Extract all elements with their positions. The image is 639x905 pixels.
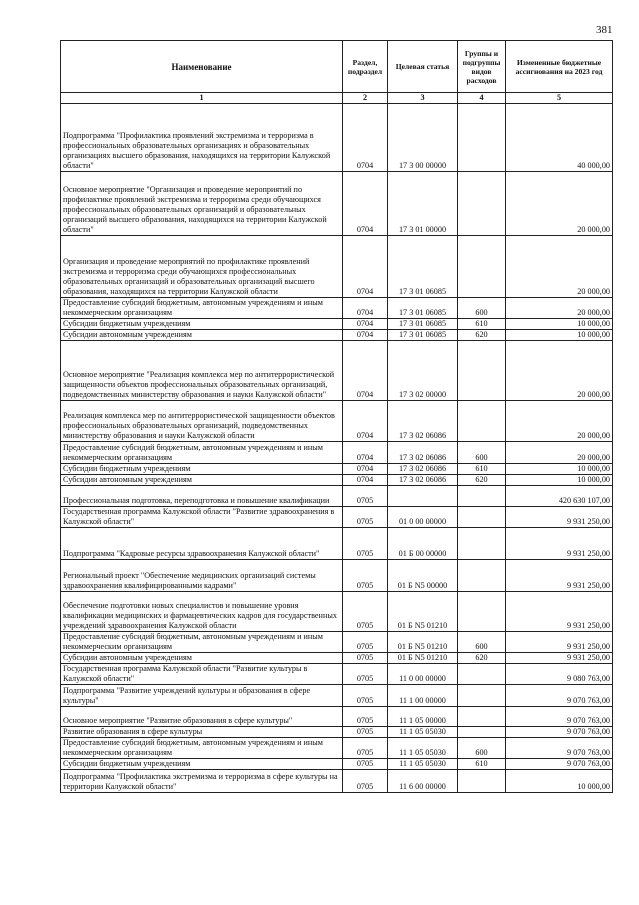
- row-section: 0704: [343, 475, 388, 486]
- table-row: [61, 442, 613, 464]
- row-amount: 9 931 250,00: [506, 560, 613, 592]
- row-name: Предоставление субсидий бюджетным, автономным учреждениям и иным некоммерческим организациям: [61, 298, 343, 319]
- row-name: Субсидии автономным учреждениям: [61, 475, 343, 486]
- row-section: 0705: [343, 727, 388, 738]
- table-row: [61, 707, 613, 727]
- row-type: 610: [458, 464, 506, 475]
- header-name: Наименование: [61, 41, 343, 93]
- row-type: 600: [458, 298, 506, 319]
- table-row: [61, 507, 613, 528]
- table-row: [61, 632, 613, 653]
- row-target: 17 3 01 00000: [388, 172, 458, 236]
- row-section: 0705: [343, 685, 388, 707]
- row-type: 620: [458, 653, 506, 664]
- row-amount: 9 080 763,00: [506, 664, 613, 685]
- row-type: 600: [458, 442, 506, 464]
- table-row: [61, 401, 613, 442]
- row-name: Подпрограмма "Профилактика экстремизма и терроризма в сфере культуры на территории Калужской области": [61, 770, 343, 793]
- row-name: Реализация комплекса мер по антитеррористической защищенности объектов профессиональных образовательных организаций, подведомственных министерству образования и науки Калужской области: [61, 401, 343, 442]
- table-row: [61, 653, 613, 664]
- row-amount: 9 070 763,00: [506, 685, 613, 707]
- row-type: 600: [458, 632, 506, 653]
- row-name: Государственная программа Калужской области "Развитие культуры в Калужской области": [61, 664, 343, 685]
- table-row: [61, 727, 613, 738]
- row-target: 17 3 01 06085: [388, 319, 458, 330]
- table-row: [61, 172, 613, 236]
- row-name: Государственная программа Калужской области "Развитие здравоохранения в Калужской области": [61, 507, 343, 528]
- row-amount: 10 000,00: [506, 319, 613, 330]
- row-type: [458, 664, 506, 685]
- row-type: [458, 172, 506, 236]
- row-section: 0704: [343, 319, 388, 330]
- row-type: [458, 486, 506, 507]
- row-section: 0705: [343, 528, 388, 560]
- row-target: 17 3 02 00000: [388, 341, 458, 401]
- row-amount: 9 931 250,00: [506, 632, 613, 653]
- row-name: Предоставление субсидий бюджетным, автономным учреждениям и иным некоммерческим организациям: [61, 632, 343, 653]
- row-type: [458, 770, 506, 793]
- row-target: [388, 486, 458, 507]
- row-section: 0705: [343, 770, 388, 793]
- row-target: 17 3 02 06086: [388, 464, 458, 475]
- row-section: 0705: [343, 759, 388, 770]
- header-amount: Измененные бюджетные ассигнования на 2023 год: [506, 41, 613, 93]
- row-section: 0705: [343, 738, 388, 759]
- row-name: Предоставление субсидий бюджетным, автономным учреждениям и иным некоммерческим организациям: [61, 442, 343, 464]
- row-type: [458, 528, 506, 560]
- row-amount: 10 000,00: [506, 770, 613, 793]
- row-type: 600: [458, 738, 506, 759]
- row-target: 11 1 05 00000: [388, 707, 458, 727]
- row-name: Региональный проект "Обеспечение медицинских организаций системы здравоохранения квалифицированными кадрами": [61, 560, 343, 592]
- row-name: Развитие образования в сфере культуры: [61, 727, 343, 738]
- row-target: 01 Б N5 00000: [388, 560, 458, 592]
- row-target: 01 Б N5 01210: [388, 592, 458, 632]
- row-amount: 10 000,00: [506, 330, 613, 341]
- table-row: [61, 464, 613, 475]
- row-amount: 9 070 763,00: [506, 759, 613, 770]
- row-target: 17 3 00 00000: [388, 104, 458, 172]
- row-amount: 9 070 763,00: [506, 738, 613, 759]
- table-row: [61, 528, 613, 560]
- table-row: [61, 486, 613, 507]
- row-name: Субсидии автономным учреждениям: [61, 330, 343, 341]
- table-row: [61, 738, 613, 759]
- row-target: 11 1 05 05030: [388, 759, 458, 770]
- row-target: 17 3 02 06086: [388, 442, 458, 464]
- budget-table: [60, 40, 613, 793]
- row-name: Субсидии бюджетным учреждениям: [61, 759, 343, 770]
- table-row: [61, 685, 613, 707]
- row-section: 0704: [343, 172, 388, 236]
- row-name: Субсидии бюджетным учреждениям: [61, 464, 343, 475]
- table-row: [61, 341, 613, 401]
- row-target: 01 Б 00 00000: [388, 528, 458, 560]
- row-amount: 9 931 250,00: [506, 507, 613, 528]
- row-section: 0704: [343, 464, 388, 475]
- table-row: [61, 330, 613, 341]
- row-name: Основное мероприятие "Развитие образования в сфере культуры": [61, 707, 343, 727]
- column-number: 1: [61, 93, 343, 104]
- row-section: 0704: [343, 330, 388, 341]
- row-amount: 20 000,00: [506, 401, 613, 442]
- row-section: 0705: [343, 632, 388, 653]
- column-number: 4: [458, 93, 506, 104]
- row-amount: 40 000,00: [506, 104, 613, 172]
- row-section: 0704: [343, 442, 388, 464]
- row-amount: 20 000,00: [506, 442, 613, 464]
- row-section: 0705: [343, 560, 388, 592]
- row-amount: 20 000,00: [506, 172, 613, 236]
- row-type: [458, 727, 506, 738]
- table-body: [61, 104, 613, 793]
- row-name: Подпрограмма "Развитие учреждений культуры и образования в сфере культуры": [61, 685, 343, 707]
- row-target: 11 6 00 00000: [388, 770, 458, 793]
- row-target: 01 Б N5 01210: [388, 653, 458, 664]
- row-type: [458, 341, 506, 401]
- table-row: [61, 759, 613, 770]
- row-name: Субсидии бюджетным учреждениям: [61, 319, 343, 330]
- row-type: 610: [458, 759, 506, 770]
- page-number: 381: [596, 24, 613, 36]
- row-amount: 9 070 763,00: [506, 727, 613, 738]
- table-row: [61, 319, 613, 330]
- row-amount: 20 000,00: [506, 236, 613, 298]
- row-type: 610: [458, 319, 506, 330]
- row-section: 0704: [343, 341, 388, 401]
- row-target: 17 3 01 06085: [388, 236, 458, 298]
- row-amount: 9 931 250,00: [506, 528, 613, 560]
- row-target: 01 0 00 00000: [388, 507, 458, 528]
- row-name: Подпрограмма "Профилактика проявлений экстремизма и терроризма в профессиональных образовательных организациях и образовательных организациях высшего образования, находящихся на территории Калужской области": [61, 104, 343, 172]
- row-type: [458, 685, 506, 707]
- row-type: [458, 707, 506, 727]
- row-type: [458, 507, 506, 528]
- table-row: [61, 104, 613, 172]
- row-amount: 9 070 763,00: [506, 707, 613, 727]
- row-target: 17 3 01 06085: [388, 298, 458, 319]
- row-section: 0705: [343, 653, 388, 664]
- column-number-row: [61, 93, 613, 104]
- table-row: [61, 770, 613, 793]
- row-name: Профессиональная подготовка, переподготовка и повышение квалификации: [61, 486, 343, 507]
- row-section: 0705: [343, 507, 388, 528]
- column-number: 5: [506, 93, 613, 104]
- row-section: 0704: [343, 104, 388, 172]
- row-target: 17 3 02 06086: [388, 401, 458, 442]
- row-section: 0705: [343, 664, 388, 685]
- row-amount: 20 000,00: [506, 341, 613, 401]
- row-target: 01 Б N5 01210: [388, 632, 458, 653]
- row-target: 11 1 00 00000: [388, 685, 458, 707]
- row-name: Основное мероприятие "Реализация комплекса мер по антитеррористической защищенности объектов профессиональных образовательных организаций, подведомственных министерству образования и науки Калужской области": [61, 341, 343, 401]
- row-target: 17 3 01 06085: [388, 330, 458, 341]
- table-row: [61, 236, 613, 298]
- row-section: 0705: [343, 707, 388, 727]
- table-row: [61, 592, 613, 632]
- row-type: [458, 401, 506, 442]
- table-row: [61, 298, 613, 319]
- row-type: [458, 104, 506, 172]
- row-target: 11 1 05 05030: [388, 738, 458, 759]
- table-row: [61, 664, 613, 685]
- row-type: [458, 236, 506, 298]
- row-section: 0704: [343, 298, 388, 319]
- row-type: [458, 592, 506, 632]
- row-name: Основное мероприятие "Организация и проведение мероприятий по профилактике проявлений экстремизма и терроризма среди обучающихся профессиональных образовательных организаций и образовательных организаций высшего образования, находящихся на территории Калужской области": [61, 172, 343, 236]
- table-row: [61, 475, 613, 486]
- row-amount: 420 630 107,00: [506, 486, 613, 507]
- row-section: 0704: [343, 401, 388, 442]
- row-section: 0705: [343, 486, 388, 507]
- column-number: 3: [388, 93, 458, 104]
- row-section: 0705: [343, 592, 388, 632]
- row-name: Предоставление субсидий бюджетным, автономным учреждениям и иным некоммерческим организациям: [61, 738, 343, 759]
- row-name: Подпрограмма "Кадровые ресурсы здравоохранения Калужской области": [61, 528, 343, 560]
- row-name: Организация и проведение мероприятий по профилактике проявлений экстремизма и терроризма среди обучающихся профессиональных образовательных организаций и образовательных организаций высшего образования, находящихся на территории Калужской области: [61, 236, 343, 298]
- column-number: 2: [343, 93, 388, 104]
- row-amount: 20 000,00: [506, 298, 613, 319]
- row-amount: 9 931 250,00: [506, 653, 613, 664]
- row-type: [458, 560, 506, 592]
- row-amount: 10 000,00: [506, 475, 613, 486]
- header-section: Раздел, подраздел: [343, 41, 388, 93]
- row-amount: 10 000,00: [506, 464, 613, 475]
- row-target: 11 1 05 05030: [388, 727, 458, 738]
- header-target: Целевая статья: [388, 41, 458, 93]
- row-type: 620: [458, 475, 506, 486]
- header-type: Группы и подгруппы видов расходов: [458, 41, 506, 93]
- row-amount: 9 931 250,00: [506, 592, 613, 632]
- row-target: 11 0 00 00000: [388, 664, 458, 685]
- row-type: 620: [458, 330, 506, 341]
- row-name: Обеспечение подготовки новых специалистов и повышение уровня квалификации медицинских и фармацевтических кадров для государственных учреждений здравоохранения Калужской области: [61, 592, 343, 632]
- table-row: [61, 560, 613, 592]
- row-name: Субсидии автономным учреждениям: [61, 653, 343, 664]
- row-section: 0704: [343, 236, 388, 298]
- row-target: 17 3 02 06086: [388, 475, 458, 486]
